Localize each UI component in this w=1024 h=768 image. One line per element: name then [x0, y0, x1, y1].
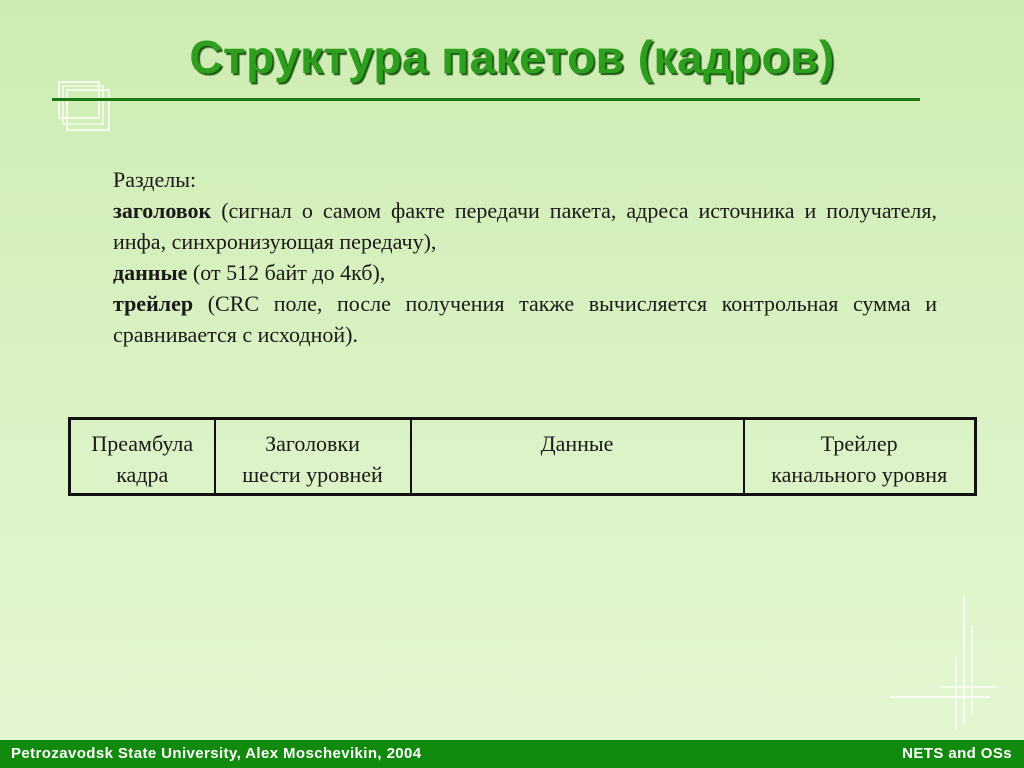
cell-data [411, 419, 744, 495]
slide-title: Структура пакетов (кадров) [189, 31, 835, 83]
footer-bar [0, 740, 1024, 768]
decorative-squares-icon [55, 78, 117, 136]
sections-intro: Разделы: [113, 167, 197, 192]
title-divider [52, 98, 920, 101]
cell-headers [215, 419, 411, 495]
content-body [113, 164, 937, 350]
decorative-crosshatch-icon [890, 595, 1000, 730]
header-term: заголовок [113, 198, 212, 223]
header-description: (сигнал о самом факте передачи пакета, адреса источника и получателя, инфа, синхронизующая передачу), [113, 198, 937, 254]
footer-credit: Petrozavodsk State University, Alex Moschevikin, 2004 [11, 745, 422, 762]
table-row [70, 419, 976, 495]
data-term: данные [113, 260, 188, 285]
cell-line: Данные [540, 431, 614, 456]
section-data [113, 257, 937, 288]
cell-line: канального уровня [771, 462, 948, 487]
frame-structure-table [68, 417, 977, 496]
section-trailer [113, 288, 937, 350]
cell-line: кадра [116, 462, 169, 487]
trailer-description: (CRC поле, после получения также вычисляется контрольная сумма и сравнивается с исходной). [113, 291, 937, 347]
section-header [113, 195, 937, 257]
cell-preamble [70, 419, 215, 495]
cell-trailer [744, 419, 976, 495]
cell-line: Преамбула [91, 431, 194, 456]
data-description: (от 512 байт до 4кб), [187, 260, 386, 285]
cell-line: Заголовки [265, 431, 360, 456]
cell-line: Трейлер [820, 431, 898, 456]
trailer-term: трейлер [113, 291, 194, 316]
cell-line: шести уровней [242, 462, 383, 487]
footer-course: NETS and OSs [902, 745, 1012, 762]
